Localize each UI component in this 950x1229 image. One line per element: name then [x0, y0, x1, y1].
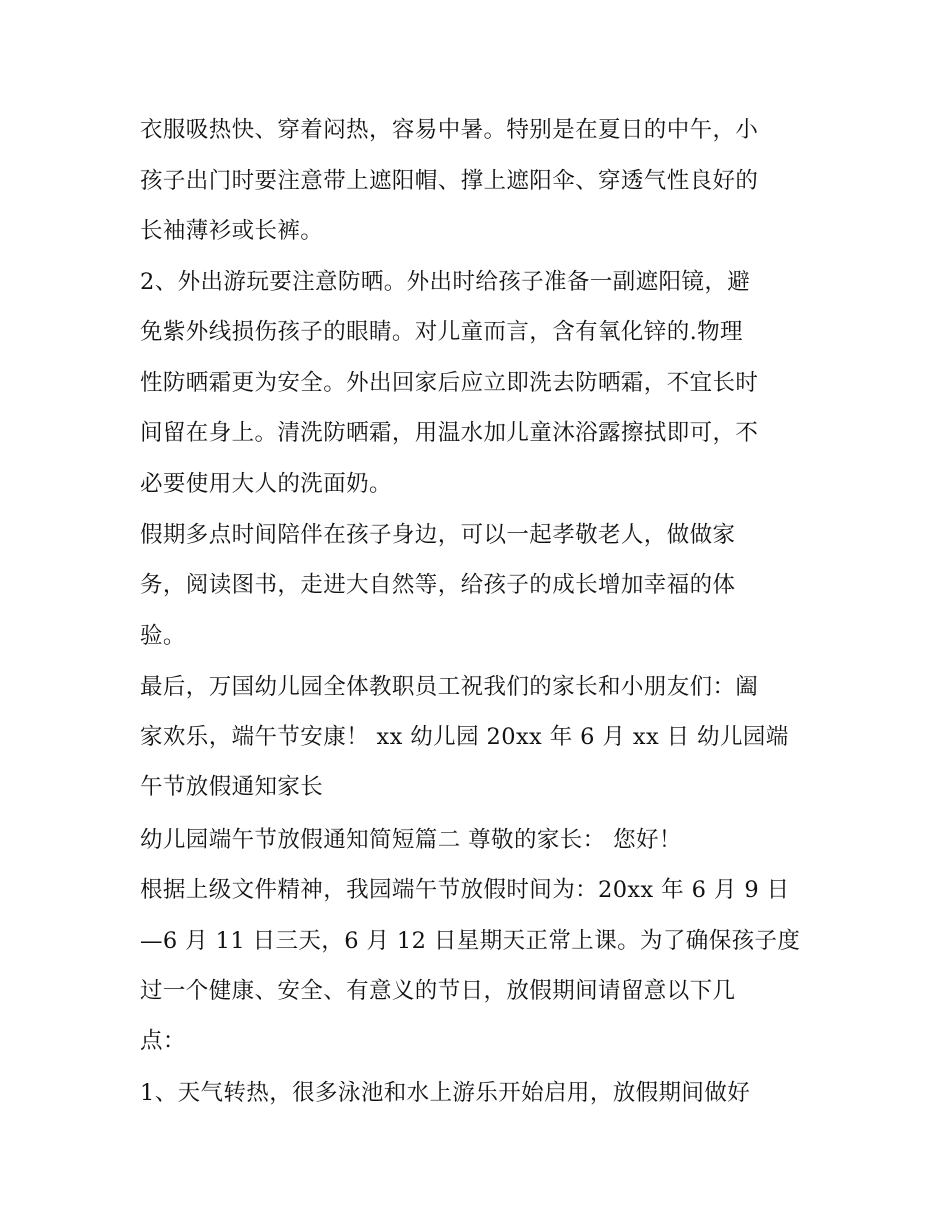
text-line: 性防晒霜更为安全。外出回家后应立即洗去防晒霜，不宜长时 [140, 370, 759, 396]
text-line: 验。 [140, 623, 186, 649]
text-line: 必要使用大人的洗面奶。 [140, 471, 392, 497]
text-line: 孩子出门时要注意带上遮阳帽、撑上遮阳伞、穿透气性良好的 [140, 168, 759, 194]
text-line: 根据上级文件精神，我园端午节放假时间为：20xx 年 6 月 9 日 [140, 877, 790, 903]
text-line: 长袖薄衫或长裤。 [140, 218, 324, 244]
text-line: 点： [140, 1028, 186, 1054]
text-line: 幼儿园端午节放假通知简短篇二 尊敬的家长： 您好！ [140, 827, 682, 853]
text-line: 最后，万国幼儿园全体教职员工祝我们的家长和小朋友们：阖 [140, 674, 759, 700]
text-line: 家欢乐，端午节安康！ xx 幼儿园 20xx 年 6 月 xx 日 幼儿园端 [140, 724, 789, 750]
text-line: 务，阅读图书，走进大自然等，给孩子的成长增加幸福的体 [140, 572, 736, 598]
text-line: 间留在身上。清洗防晒霜，用温水加儿童沐浴露擦拭即可，不 [140, 420, 759, 446]
text-line: 1、天气转热，很多泳池和水上游乐开始启用，放假期间做好 [140, 1080, 751, 1106]
text-line: —6 月 11 日三天，6 月 12 日星期天正常上课。为了确保孩子度 [140, 928, 801, 954]
text-line: 2、外出游玩要注意防晒。外出时给孩子准备一副遮阳镜，避 [140, 269, 751, 295]
text-line: 午节放假通知家长 [140, 774, 324, 800]
text-line: 免紫外线损伤孩子的眼睛。对儿童而言，含有氧化锌的.物理 [140, 319, 743, 345]
text-line: 过一个健康、安全、有意义的节日，放假期间请留意以下几 [140, 978, 736, 1004]
text-line: 假期多点时间陪伴在孩子身边，可以一起孝敬老人，做做家 [140, 522, 736, 548]
text-line: 衣服吸热快、穿着闷热，容易中暑。特别是在夏日的中午，小 [140, 117, 759, 143]
